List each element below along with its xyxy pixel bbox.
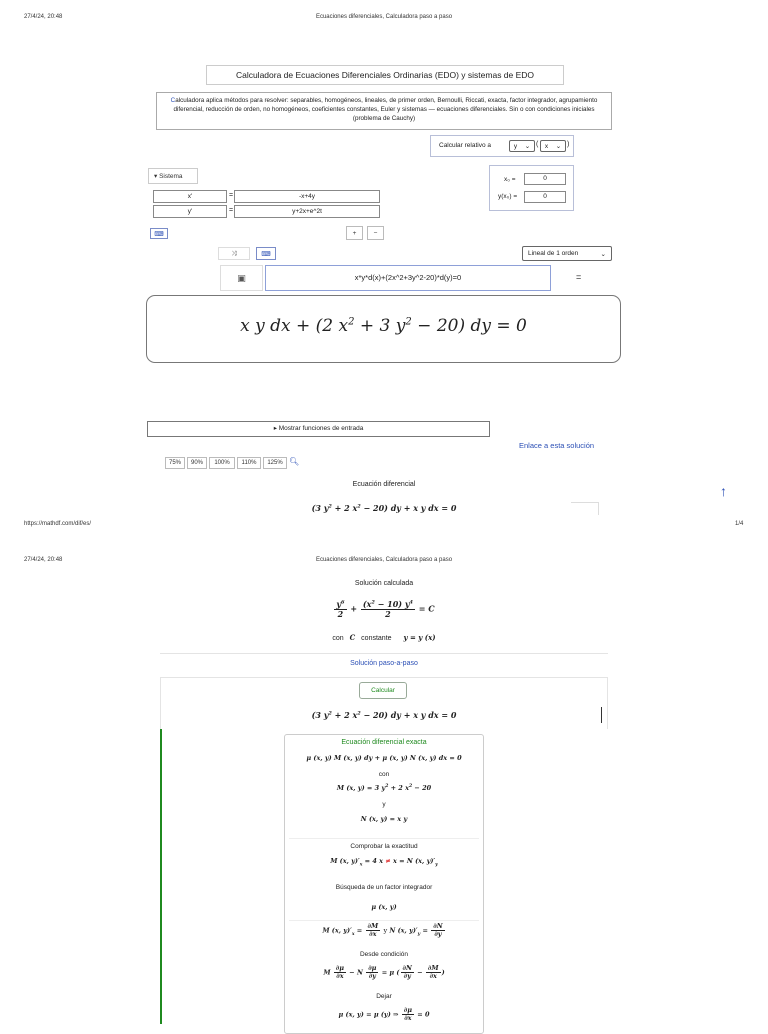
system-rhs-input[interactable]: -x+4y [234, 190, 380, 203]
step-by-step-link[interactable]: Solución paso-a-paso [350, 660, 418, 667]
mu-function: μ (x, y) [371, 903, 397, 911]
m-definition: M (x, y) = 3 $y^2 + 2$ $x^2 - 20$ [336, 784, 432, 793]
calculator-title: Calculadora de Ecuaciones Diferenciales Ordinarias (EDO) y sistemas de EDO [206, 65, 564, 85]
chevron-down-icon: ⌄ [555, 143, 562, 150]
shuffle-icon[interactable]: ⤨ [218, 247, 250, 260]
constant-note [0, 633, 768, 642]
constant-con: con [332, 635, 344, 642]
zoom-110-button[interactable]: 110% [237, 457, 261, 469]
exact-equation-title: Ecuación diferencial exacta [341, 739, 427, 746]
print-datetime: 27/4/24, 20:48 [24, 14, 63, 20]
x0-input[interactable]: 0 [524, 173, 566, 185]
image-icon[interactable]: ▣ [220, 265, 263, 291]
system-lhs-input[interactable]: y' [153, 205, 227, 218]
computed-solution-formula: $\frac{y^6}{2}$ + $\frac{(x^2 - 10) y^4}{2}$ = C [336, 599, 435, 619]
description-text: alculadora aplica métodos para resolver: separables, homogéneos, lineales, de primer orden, Bernoulli, Riccati, exacta, factor integrador, agrupamiento diferencial, reducción de orden, no homogéneos, coeficientes constantes, Euler y sistemas — ecuaciones diferenciales. Sin o con condiciones iniciales (problema de Cauchy) [173, 97, 598, 122]
scroll-corner [571, 502, 599, 515]
mode-select[interactable] [522, 246, 612, 261]
constant-symbol: C [349, 633, 356, 642]
exact-equation-card [284, 734, 484, 1034]
x0-label: x₀ = [504, 176, 516, 183]
system-lhs-input[interactable]: x' [153, 190, 227, 203]
remove-equation-button[interactable]: − [367, 226, 384, 240]
print-title: Ecuaciones diferenciales, Calculadora paso a paso [315, 14, 453, 20]
diff-eq-label: Ecuación diferencial [352, 481, 416, 488]
print-url: https://mathdf.com/dif/es/ [24, 521, 92, 527]
n-definition: N (x, y) = x y [360, 815, 408, 823]
equation-preview-formula: x y dx + (2 $x^2 + 3$ $y^2 - 20$) dy = 0 [240, 316, 527, 336]
calculate-button[interactable]: Calcular [359, 682, 407, 699]
partials-conjunction: y [383, 926, 388, 935]
keyboard-icon[interactable]: ⌨ [150, 228, 168, 239]
solution-link[interactable]: Enlace a esta solución [519, 441, 595, 450]
partial-derivatives: M (x, $y)'_x$ = $\frac{\partial M}{\partial x}$ y N (x, $y)'_y$ = $\frac{\partial N}{\partial y}$ [322, 922, 443, 939]
chevron-down-icon: ⌄ [524, 143, 531, 150]
zoom-100-button[interactable]: 100% [209, 457, 235, 469]
from-condition-label: Desde condición [359, 951, 409, 958]
equation-input[interactable]: x*y*d(x)+(2x^2+3y^2-20)*d(y)=0 [265, 265, 551, 291]
calculator-description [156, 92, 612, 130]
mu-y-assumption: μ (x, y) = μ (y) ⇒ $\frac{\partial\mu}{\partial x}$ = 0 [338, 1006, 430, 1023]
zoom-75-button[interactable]: 75% [165, 457, 185, 469]
yx0-input[interactable]: 0 [524, 191, 566, 203]
divider [289, 838, 479, 839]
mode-select-value: Lineal de 1 orden [528, 250, 579, 257]
print-page: 1/4 [735, 521, 744, 527]
chevron-down-icon: ⌄ [600, 250, 606, 258]
con-text: con [378, 771, 390, 778]
variable-select-value: x [544, 142, 549, 150]
print-datetime: 27/4/24, 20:48 [24, 557, 63, 563]
text-cursor [601, 707, 602, 723]
keyboard-icon[interactable]: ⌨ [256, 247, 276, 260]
step-equation: (3 $y^2 + 2$ $x^2 - 20$) dy + x y dx = 0 [311, 710, 457, 720]
zoom-90-button[interactable]: 90% [187, 457, 207, 469]
function-select-value: y [513, 142, 518, 150]
show-functions-button[interactable]: ▸ Mostrar funciones de entrada [147, 421, 490, 437]
paren-close: ) [567, 141, 570, 148]
add-equation-button[interactable]: + [346, 226, 363, 240]
function-select[interactable] [509, 140, 535, 152]
check-exactness-label: Comprobar la exactitud [350, 843, 418, 850]
mu-equation: μ (x, y) M (x, y) dy + μ (x, y) N (x, y) dx = 0 [306, 754, 462, 762]
equation-preview [146, 295, 621, 363]
variable-select[interactable] [540, 140, 566, 152]
zoom-search-icon[interactable]: 🔍︎ [289, 457, 300, 466]
relative-label: Calcular relativo a [439, 142, 492, 149]
diff-eq-formula: (3 $y^2 + 2$ $x^2 - 20$) dy + x y dx = 0 [311, 503, 457, 513]
system-rhs-input[interactable]: y+2x+e^2t [234, 205, 380, 218]
zoom-125-button[interactable]: 125% [263, 457, 287, 469]
divider [289, 920, 479, 921]
initial-conditions-panel [489, 165, 574, 211]
system-equals: = [229, 192, 234, 199]
computed-solution-label: Solución calculada [354, 580, 414, 587]
function-definition: y = y (x) [403, 633, 436, 642]
divider [160, 653, 608, 654]
paren-open: ( [536, 141, 539, 148]
y-conjunction: y [382, 801, 386, 808]
system-equals: = [229, 207, 234, 214]
constant-word: constante [361, 635, 392, 642]
arrow-up-icon[interactable]: ↑ [720, 483, 727, 499]
system-toggle-button[interactable]: ▾ Sistema [148, 168, 198, 184]
relative-panel [430, 135, 574, 157]
print-title: Ecuaciones diferenciales, Calculadora paso a paso [315, 557, 453, 563]
exactness-formula: M (x, $y)'_x = 4$ x ≠ x = N (x, $y)'_y$ [330, 857, 438, 868]
integrating-factor-label: Búsqueda de un factor integrador [335, 884, 433, 891]
let-label: Dejar [376, 993, 392, 1000]
description-initial: C [170, 97, 176, 104]
condition-formula: M $\frac{\partial\mu}{\partial x}$ − N $\frac{\partial\mu}{\partial y}$ = μ ( $\frac{\partial N}{\partial y}$ − $\frac{\partial M}{\partial x}$ ) [323, 964, 445, 981]
yx0-label: y(x₀) = [498, 193, 518, 200]
calculate-equals-button[interactable]: = [576, 272, 582, 282]
steps-green-bar [160, 729, 162, 1024]
